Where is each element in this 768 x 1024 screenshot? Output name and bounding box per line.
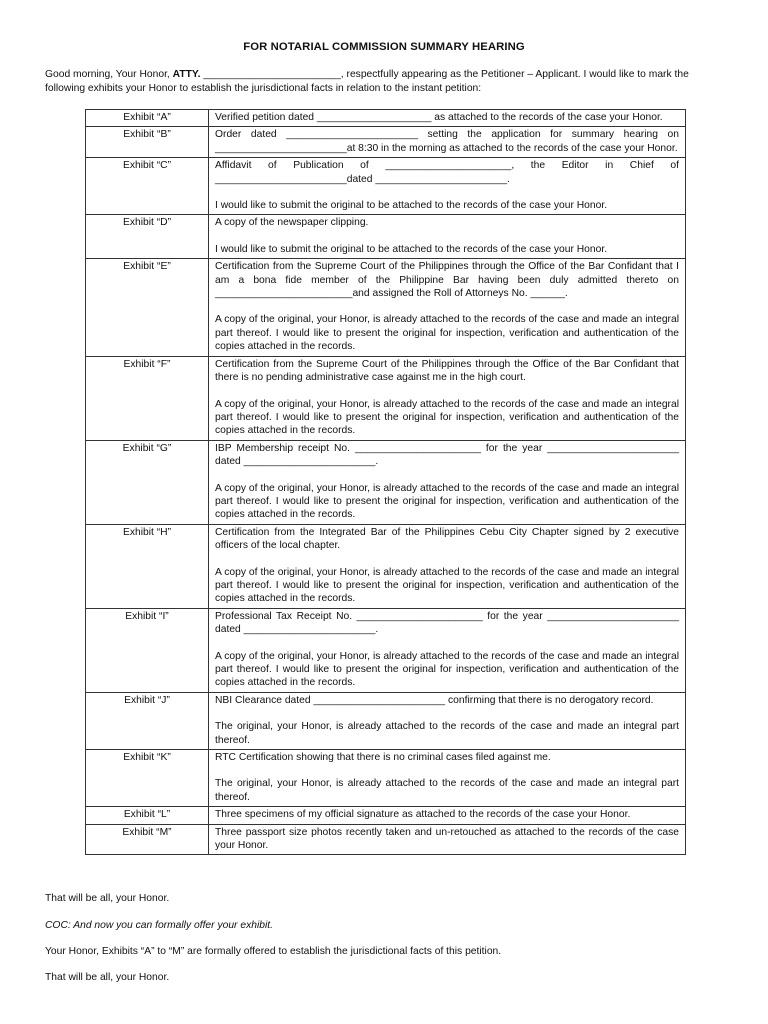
exhibit-description (209, 215, 686, 259)
exhibit-paragraph: Verified petition dated ____________________ as attached to the records of the case your Honor. (215, 112, 663, 123)
exhibit-paragraph: Certification from the Integrated Bar of the Philippines Cebu City Chapter signed by 2 executive officers of the local chapter. (215, 526, 679, 552)
exhibit-label: Exhibit “H” (86, 524, 209, 608)
exhibit-row (86, 110, 686, 127)
exhibit-description (209, 356, 686, 440)
exhibit-row (86, 259, 686, 356)
exhibit-label: Exhibit “M” (86, 824, 209, 855)
exhibit-row (86, 692, 686, 749)
exhibit-description (209, 692, 686, 749)
exhibit-row (86, 158, 686, 215)
exhibit-paragraph: RTC Certification showing that there is no criminal cases filed against me. (215, 752, 551, 764)
exhibit-description (209, 127, 686, 158)
exhibit-paragraph: NBI Clearance dated _______________________ confirming that there is no derogatory record. (215, 694, 654, 706)
exhibit-paragraph: Professional Tax Receipt No. ______________________ for the year _______________________ dated _______________________. (215, 610, 679, 636)
exhibit-paragraph: Three specimens of my official signature as attached to the records of the case your Honor. (215, 809, 631, 821)
exhibit-paragraph: Certification from the Supreme Court of the Philippines through the Office of the Bar Confidant that there is no pending administrative case against me in the high court. (215, 358, 679, 384)
exhibit-paragraph: The original, your Honor, is already attached to the records of the case and made an integral part thereof. (215, 778, 679, 803)
document-title: FOR NOTARIAL COMMISSION SUMMARY HEARING (243, 41, 525, 53)
exhibit-paragraph: A copy of the original, your Honor, is already attached to the records of the case and made an integral part thereof. I would like to present the original for inspection, verification and authentication of the copies attached in the records. (215, 566, 679, 605)
exhibit-description (209, 608, 686, 692)
exhibit-label: Exhibit “A” (86, 110, 209, 127)
exhibit-paragraph: Three passport size photos recently taken and un-retouched as attached to the records of the case your Honor. (215, 826, 679, 852)
exhibit-description (209, 824, 686, 855)
intro-rest: ________________________, respectfully appearing as the Petitioner – Applicant. I would like to mark the following exhibits your Honor to establish the jurisdictional facts in relation to the instant petition: (45, 69, 689, 94)
exhibit-description (209, 440, 686, 524)
exhibit-description (209, 750, 686, 807)
exhibit-label: Exhibit “G” (86, 440, 209, 524)
exhibit-row (86, 127, 686, 158)
exhibit-row (86, 824, 686, 855)
exhibit-paragraph: Certification from the Supreme Court of the Philippines through the Office of the Bar Confidant that I am a bona fide member of the Philippine Bar having been duly admitted thereto on ________________________and assigned the Roll of Attorneys No. ______. (215, 261, 679, 300)
exhibit-description (209, 158, 686, 215)
exhibit-label: Exhibit “C” (86, 158, 209, 215)
exhibits-table (85, 109, 686, 855)
formal-offer-line: Your Honor, Exhibits “A” to “M” are formally offered to establish the jurisdictional facts of this petition. (45, 946, 502, 957)
exhibit-paragraph: IBP Membership receipt No. ______________________ for the year _______________________ dated _______________________. (215, 442, 679, 468)
intro-atty: ATTY. (172, 69, 201, 80)
intro-prefix: Good morning, Your Honor, (45, 69, 173, 80)
exhibit-paragraph: A copy of the original, your Honor, is already attached to the records of the case and made an integral part thereof. I would like to present the original for inspection, verification and authentication of the copies attached in the records. (215, 482, 679, 521)
exhibit-paragraph: The original, your Honor, is already attached to the records of the case and made an integral part thereof. (215, 721, 679, 746)
intro-paragraph (45, 68, 725, 96)
exhibit-description (209, 259, 686, 356)
exhibit-row (86, 750, 686, 807)
exhibit-row (86, 524, 686, 608)
exhibit-description (209, 110, 686, 127)
exhibit-label: Exhibit “J” (86, 692, 209, 749)
exhibit-paragraph: A copy of the original, your Honor, is already attached to the records of the case and made an integral part thereof. I would like to present the original for inspection, verification and authentication of the copies attached in the records. (215, 314, 679, 353)
exhibit-label: Exhibit “F” (86, 356, 209, 440)
exhibit-label: Exhibit “I” (86, 608, 209, 692)
exhibit-description (209, 807, 686, 824)
exhibit-paragraph: Affidavit of Publication of ______________________, the Editor in Chief of _______________________dated _______________________. (215, 160, 679, 185)
exhibit-paragraph: I would like to submit the original to be attached to the records of the case your Honor. (215, 243, 608, 255)
exhibit-paragraph: I would like to submit the original to be attached to the records of the case your Honor. (215, 200, 608, 212)
exhibit-description (209, 524, 686, 608)
exhibit-label: Exhibit “L” (86, 807, 209, 824)
exhibit-row (86, 807, 686, 824)
exhibit-label: Exhibit “E” (86, 259, 209, 356)
exhibit-row (86, 608, 686, 692)
exhibit-row (86, 440, 686, 524)
exhibit-label: Exhibit “D” (86, 215, 209, 259)
exhibit-paragraph: A copy of the newspaper clipping. (215, 217, 369, 229)
exhibit-row (86, 215, 686, 259)
exhibit-paragraph: Order dated _______________________ setting the application for summary hearing on _______________________at 8:30 in the morning as attached to the records of the case your Honor. (215, 129, 679, 154)
exhibit-label: Exhibit “B” (86, 127, 209, 158)
exhibit-paragraph: A copy of the original, your Honor, is already attached to the records of the case and made an integral part thereof. I would like to present the original for inspection, verification and authentication of the copies attached in the records. (215, 398, 679, 437)
closing-line-final: That will be all, your Honor. (45, 972, 170, 983)
exhibit-row (86, 356, 686, 440)
coc-instruction: COC: And now you can formally offer your exhibit. (45, 920, 273, 931)
exhibit-label: Exhibit “K” (86, 750, 209, 807)
exhibit-paragraph: A copy of the original, your Honor, is already attached to the records of the case and made an integral part thereof. I would like to present the original for inspection, verification and authentication of the copies attached in the records. (215, 650, 679, 689)
closing-line: That will be all, your Honor. (45, 893, 170, 904)
